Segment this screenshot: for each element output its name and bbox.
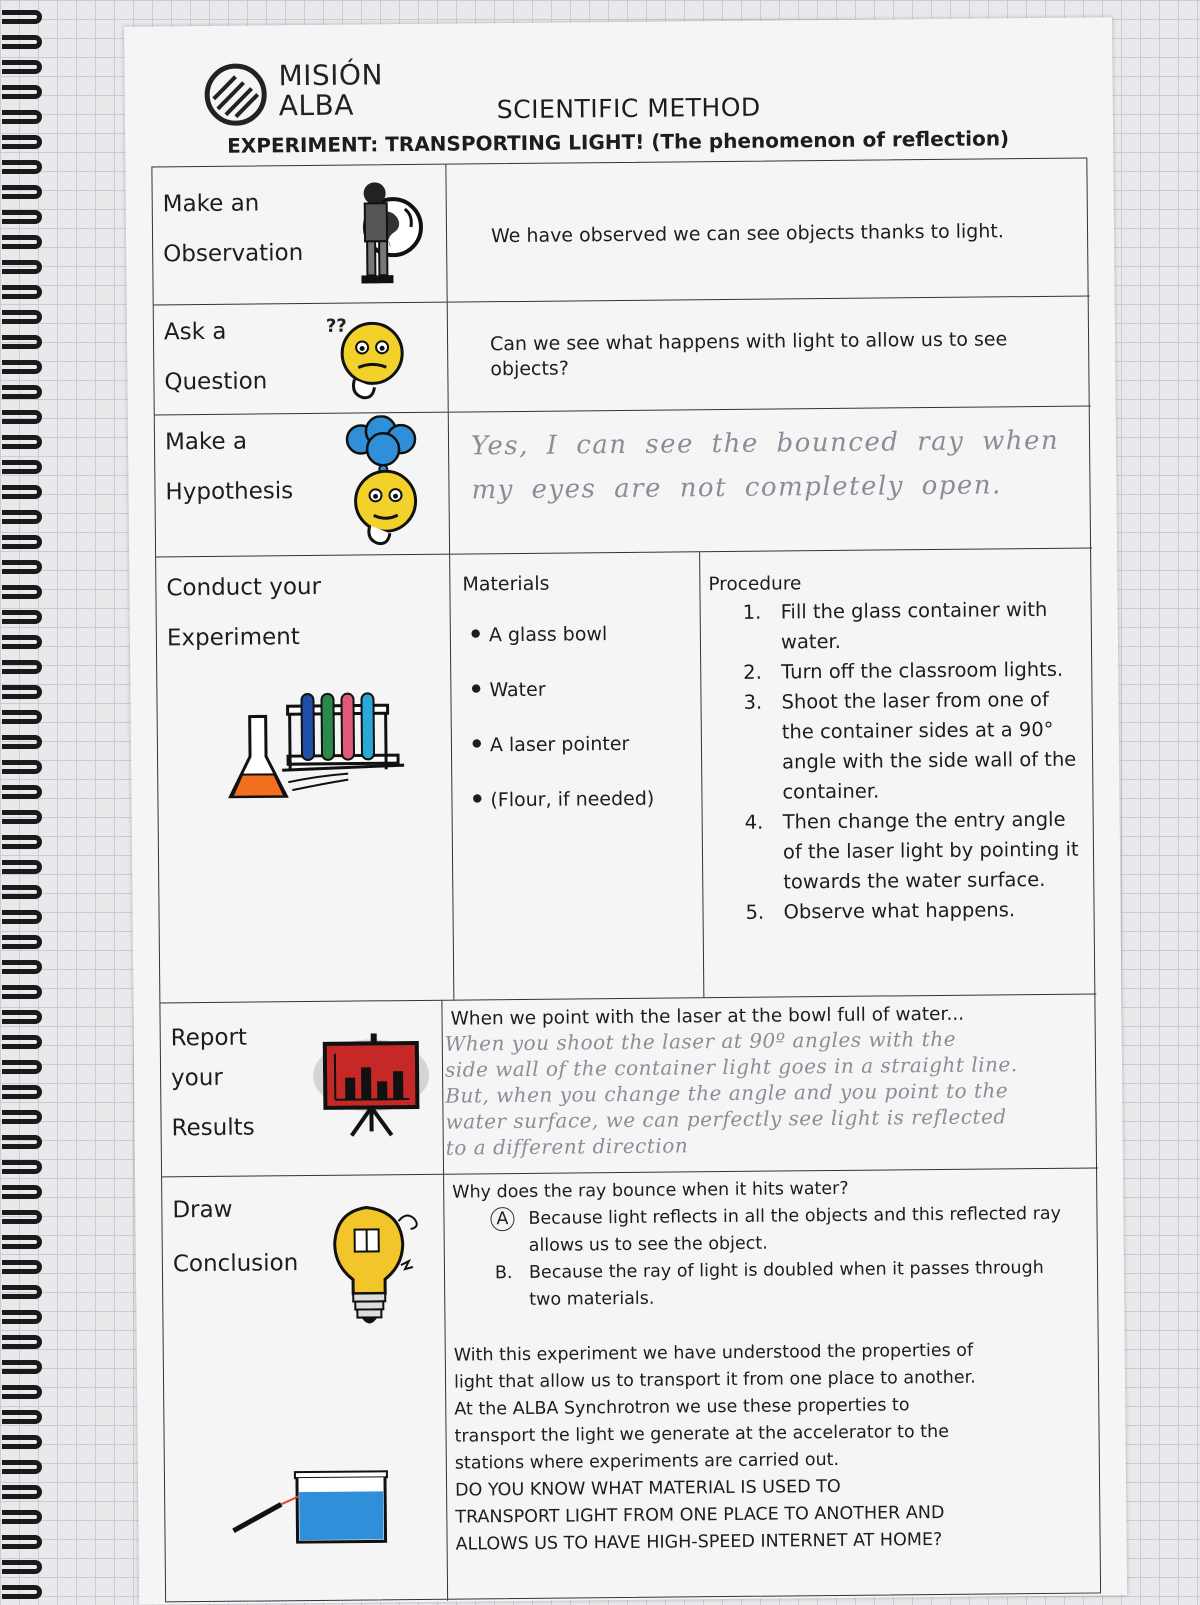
row-results xyxy=(160,994,1098,1177)
results-handwritten xyxy=(445,1024,1096,1160)
spiral-coil xyxy=(2,910,42,924)
spiral-coil xyxy=(2,360,42,374)
handwritten-line: Yes, I can see the bounced ray when xyxy=(471,419,1081,469)
spiral-coil xyxy=(2,1360,42,1374)
spiral-coil xyxy=(2,1085,42,1099)
spiral-coil xyxy=(2,1560,42,1574)
handwritten-line: When you shoot the laser at 90º angles with the xyxy=(445,1024,1095,1056)
results-label-cell xyxy=(160,1001,444,1177)
spiral-coil xyxy=(2,260,42,274)
question-label-cell xyxy=(154,303,449,415)
row-question xyxy=(154,296,1091,415)
paragraph-line: stations where experiments are carried out. xyxy=(455,1445,1075,1478)
procedure-step-text: Shoot the laser from one of the container sides at a 90° angle with the side wall of the container. xyxy=(781,688,1076,804)
spiral-coil xyxy=(2,510,42,524)
spiral-coil xyxy=(2,210,42,224)
procedure-step-text: Turn off the classroom lights. xyxy=(781,658,1063,684)
paragraph-line: TRANSPORT LIGHT FROM ONE PLACE TO ANOTHER AND xyxy=(455,1499,1075,1532)
spiral-coil xyxy=(2,535,42,549)
observation-label-cell xyxy=(152,165,447,305)
spiral-coil xyxy=(2,460,42,474)
method-table xyxy=(151,158,1101,1603)
material-item: ● (Flour, if needed) xyxy=(462,787,693,844)
answer-option xyxy=(487,1255,1067,1315)
material-item: ● A glass bowl xyxy=(461,622,692,679)
option-text: Because the ray of light is doubled when it passes through two materials. xyxy=(529,1258,1044,1310)
spiral-coil xyxy=(2,885,42,899)
procedure-step-text: Observe what happens. xyxy=(783,898,1015,923)
step-title-line: Observation xyxy=(163,228,304,279)
question-text: Can we see what happens with light to allow us to see objects? xyxy=(490,327,1030,382)
spiral-coil xyxy=(2,560,42,574)
water-bowl-laser-icon xyxy=(225,1467,396,1553)
spiral-coil xyxy=(2,710,42,724)
materials-list xyxy=(461,622,693,844)
row-experiment xyxy=(156,548,1096,1003)
step-title-line: Make an xyxy=(162,178,259,229)
procedure-step-text: Then change the entry angle of the laser light by pointing it towards the water surface. xyxy=(783,808,1079,894)
globe-figure-icon xyxy=(349,179,432,292)
spiral-coil xyxy=(2,1235,42,1249)
thought-cloud-face-icon xyxy=(339,415,426,550)
test-tubes-flask-icon xyxy=(227,685,408,817)
selected-option-letter: A xyxy=(490,1207,514,1231)
spiral-coil xyxy=(2,1310,42,1324)
procedure-step xyxy=(743,655,1079,688)
procedure-cell xyxy=(700,548,1094,997)
step-title-line: Make a xyxy=(165,417,247,468)
step-title-line: Conclusion xyxy=(173,1238,299,1289)
spiral-coil xyxy=(2,1335,42,1349)
spiral-coil xyxy=(2,1185,42,1199)
paragraph-line: ALLOWS US TO HAVE HIGH-SPEED INTERNET AT HOME? xyxy=(455,1526,1075,1559)
spiral-coil xyxy=(2,785,42,799)
procedure-list xyxy=(743,595,1082,928)
materials-cell xyxy=(450,552,704,999)
spiral-coil xyxy=(2,585,42,599)
step-title-line: Experiment xyxy=(167,612,300,663)
worksheet-header xyxy=(124,17,1113,166)
procedure-heading: Procedure xyxy=(708,571,801,597)
hypothesis-handwritten xyxy=(471,419,1082,513)
spiral-coil xyxy=(2,10,42,24)
spiral-coil xyxy=(2,835,42,849)
row-conclusion xyxy=(162,1168,1102,1603)
procedure-step-number: 5. xyxy=(745,898,764,928)
paragraph-line: With this experiment we have understood the properties of xyxy=(454,1337,1074,1370)
spiral-coil xyxy=(2,60,42,74)
step-title-line: Report xyxy=(170,1013,247,1064)
handwritten-line: my eyes are not completely open. xyxy=(471,463,1081,513)
material-item: ● A laser pointer xyxy=(462,732,693,789)
observation-text: We have observed we can see objects thanks to light. xyxy=(491,219,1051,249)
spiral-coil xyxy=(2,960,42,974)
spiral-coil xyxy=(2,635,42,649)
answer-options xyxy=(486,1201,1067,1315)
procedure-step xyxy=(745,895,1081,928)
conclusion-question: Why does the ray bounce when it hits water? xyxy=(452,1175,1092,1206)
paragraph-line: DO YOU KNOW WHAT MATERIAL IS USED TO xyxy=(455,1472,1075,1505)
step-title-line: Results xyxy=(171,1103,255,1154)
spiral-coil xyxy=(2,85,42,99)
step-title-line: Conduct your xyxy=(166,562,321,613)
spiral-coil xyxy=(2,335,42,349)
hypothesis-label-cell xyxy=(155,413,450,557)
material-item: ● Water xyxy=(461,677,692,734)
spiral-coil xyxy=(2,735,42,749)
option-letter: B. xyxy=(495,1260,513,1287)
spiral-coil xyxy=(2,285,42,299)
paragraph-line: light that allow us to transport it from one place to another. xyxy=(454,1364,1074,1397)
spiral-coil xyxy=(2,685,42,699)
step-title-line: Hypothesis xyxy=(165,466,293,517)
worksheet-page xyxy=(124,17,1127,1604)
spiral-coil xyxy=(2,1010,42,1024)
handwritten-line: to a different direction xyxy=(446,1128,1096,1160)
logo-line-1: MISIÓN xyxy=(278,60,383,91)
spiral-coil xyxy=(2,1435,42,1449)
procedure-step-number: 1. xyxy=(743,598,762,628)
experiment-label-cell xyxy=(156,555,454,1003)
spiral-coil xyxy=(2,1160,42,1174)
spiral-coil xyxy=(2,110,42,124)
step-title-line: your xyxy=(171,1053,223,1103)
spiral-coil xyxy=(2,1510,42,1524)
step-title-line: Draw xyxy=(172,1185,233,1236)
procedure-step-number: 3. xyxy=(743,688,762,718)
step-title-line: Ask a xyxy=(164,307,227,358)
procedure-step xyxy=(743,595,1080,658)
spiral-coil xyxy=(2,35,42,49)
spiral-coil xyxy=(2,610,42,624)
spiral-coil xyxy=(2,1285,42,1299)
thinking-face-icon xyxy=(324,307,411,410)
light-bulb-icon xyxy=(328,1203,429,1344)
procedure-step-number: 4. xyxy=(745,808,764,838)
spiral-coil xyxy=(2,1385,42,1399)
spiral-coil xyxy=(2,1585,42,1599)
experiment-subtitle: EXPERIMENT: TRANSPORTING LIGHT! (The phenomenon of reflection) xyxy=(227,126,1009,158)
bar-chart-board-icon xyxy=(311,1033,432,1138)
spiral-coil xyxy=(2,1060,42,1074)
logo-line-2: ALBA xyxy=(279,90,384,121)
option-text: Because light reflects in all the objects and this reflected ray allows us to see the object. xyxy=(528,1204,1061,1256)
conclusion-paragraph xyxy=(454,1337,1076,1559)
spiral-coil xyxy=(2,1210,42,1224)
spiral-coil xyxy=(2,810,42,824)
spiral-coil xyxy=(2,1485,42,1499)
answer-option xyxy=(486,1201,1066,1261)
spiral-coil xyxy=(2,135,42,149)
handwritten-line: side wall of the container light goes in a straight line. xyxy=(445,1050,1095,1082)
spiral-coil xyxy=(2,1260,42,1274)
spiral-coil xyxy=(2,860,42,874)
procedure-step-number: 2. xyxy=(743,658,762,688)
spiral-coil xyxy=(2,410,42,424)
logo-wordmark xyxy=(278,60,383,121)
procedure-step-text: Fill the glass container with water. xyxy=(781,598,1048,654)
svg-text:??: ?? xyxy=(326,316,347,337)
step-title-line: Question xyxy=(164,356,267,407)
notebook-spiral xyxy=(0,0,46,1600)
spiral-coil xyxy=(2,160,42,174)
paragraph-line: At the ALBA Synchrotron we use these properties to xyxy=(454,1391,1074,1424)
spiral-coil xyxy=(2,1460,42,1474)
spiral-coil xyxy=(2,660,42,674)
spiral-coil xyxy=(2,760,42,774)
spiral-coil xyxy=(2,1535,42,1549)
spiral-coil xyxy=(2,1035,42,1049)
spiral-coil xyxy=(2,385,42,399)
procedure-step xyxy=(743,685,1080,808)
spiral-coil xyxy=(2,485,42,499)
spiral-coil xyxy=(2,235,42,249)
conclusion-label-cell xyxy=(162,1175,448,1604)
spiral-coil xyxy=(2,1135,42,1149)
spiral-coil xyxy=(2,1110,42,1124)
materials-heading: Materials xyxy=(462,572,549,598)
spiral-coil xyxy=(2,1410,42,1424)
procedure-step xyxy=(745,805,1082,898)
spiral-coil xyxy=(2,435,42,449)
spiral-coil xyxy=(2,985,42,999)
paragraph-line: transport the light we generate at the accelerator to the xyxy=(454,1418,1074,1451)
document-title: SCIENTIFIC METHOD xyxy=(497,93,761,125)
row-observation xyxy=(152,158,1089,305)
row-hypothesis xyxy=(155,406,1092,557)
handwritten-line: But, when you change the angle and you point to the xyxy=(445,1076,1095,1108)
handwritten-line: water surface, we can perfectly see light is reflected xyxy=(445,1102,1095,1134)
spiral-coil xyxy=(2,310,42,324)
results-prompt: When we point with the laser at the bowl full of water... xyxy=(450,1001,1090,1032)
mision-alba-logo-icon xyxy=(204,63,267,126)
spiral-coil xyxy=(2,185,42,199)
spiral-coil xyxy=(2,935,42,949)
